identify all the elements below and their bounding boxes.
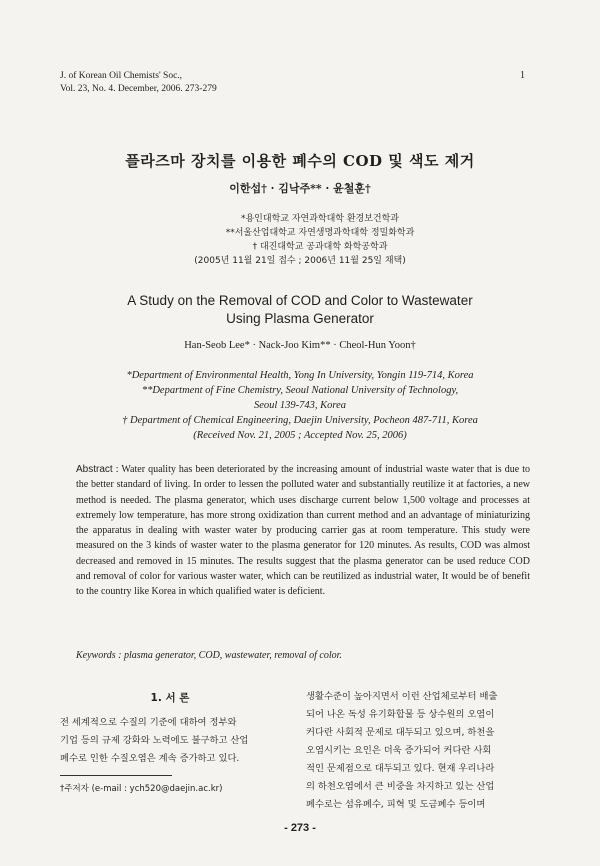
- korean-affiliation: *용인대학교 자연과학대학 환경보건학과: [240, 214, 400, 224]
- footnote-rule: [60, 775, 172, 776]
- english-affiliation: Seoul 139-743, Korea: [253, 400, 347, 411]
- journal-name: J. of Korean Oil Chemists' Soc.,: [60, 71, 183, 81]
- top-page-number: 1: [520, 70, 525, 81]
- english-affiliation: **Department of Fine Chemistry, Seoul National University of Technology,: [141, 385, 459, 396]
- english-title-line: Using Plasma Generator: [226, 311, 374, 326]
- english-authors: Han-Seob Lee* · Nack-Joo Kim** · Cheol-Hun Yoon†: [184, 340, 416, 351]
- bottom-page-number: - 273 -: [284, 822, 316, 834]
- abstract-text: : Water quality has been deteriorated by the increasing amount of industrial waste water that is due to the better standard of living. In order to lessen the polluted water and substantially reutilize it at factories, a new method is needed. The plasma generator, which uses discharge current below 1,500 voltage and processes at extremely low temperature, has more strong oxidization than current method and an advantage of miniaturizing the apparatus in dealing with waster water by producing carrier gas at room temperature. This study were measured on the 3 kinds of waster water to the plasma generator for 120 minutes. As results, COD was almost decreased and removed in 15 minutes. The results suggest that the plasma generator can be used reduce COD and removal of color for various waster water, which can be reutilized as industrial water, It would be of benefit to the country like Korea in which qualified water is deficient.: [76, 464, 530, 598]
- journal-volume: Vol. 23, No. 4. December, 2006. 273-279: [60, 84, 217, 94]
- english-title-line: A Study on the Removal of COD and Color to Wastewater: [127, 293, 473, 308]
- keywords: Keywords : plasma generator, COD, wastewater, removal of color.: [76, 650, 342, 661]
- body-line: 적인 문제점으로 대두되고 있다. 현재 우리나라: [306, 763, 495, 774]
- body-line: 폐수로 인한 수질오염은 계속 증가하고 있다.: [60, 753, 240, 764]
- journal-citation: [60, 70, 217, 96]
- korean-authors: 이한섭† · 김낙주** · 윤철훈†: [229, 182, 371, 195]
- body-line: 전 세계적으로 수질의 기준에 대하여 정부와: [60, 717, 237, 728]
- english-affiliation: *Department of Environmental Health, Yong In University, Yongin 119-714, Korea: [126, 370, 474, 381]
- korean-affiliation: **서울산업대학교 자연생명과학대학 정밀화학과: [225, 228, 415, 238]
- body-line: 기업 등의 규제 강화와 노력에도 불구하고 산업: [60, 735, 249, 746]
- korean-affiliations: [0, 212, 600, 268]
- korean-title: 플라즈마 장치를 이용한 폐수의 COD 및 색도 제거: [125, 152, 475, 170]
- korean-dates: (2005년 11월 21일 접수 ; 2006년 11월 25일 채택): [194, 256, 406, 266]
- right-column: [306, 688, 538, 814]
- body-line: 오염시키는 요인은 더욱 증가되어 커다란 사회: [306, 745, 492, 756]
- section-heading: 1. 서 론: [150, 692, 190, 704]
- body-line: 생활수준이 높아지면서 이런 산업체로부터 배출: [306, 691, 498, 702]
- english-affiliation: † Department of Chemical Engineering, Daejin University, Pocheon 487-711, Korea: [122, 415, 478, 426]
- english-title: [0, 292, 600, 328]
- abstract-label: Abstract: [76, 464, 113, 475]
- korean-affiliation: † 대진대학교 공과대학 화학공학과: [252, 242, 388, 252]
- body-line: 폐수로는 섬유폐수, 피혁 및 도금폐수 등이며: [306, 799, 486, 810]
- english-dates: (Received Nov. 21, 2005 ; Accepted Nov. 25, 2006): [193, 430, 407, 441]
- left-column: [60, 714, 282, 768]
- body-line: 의 하천오염에서 큰 비중을 차지하고 있는 산업: [306, 781, 495, 792]
- english-affiliations: [0, 368, 600, 443]
- body-line: 커다란 사회적 문제로 대두되고 있으며, 하천을: [306, 727, 495, 738]
- body-line: 되어 나온 독성 유기화합물 등 상수원의 오염이: [306, 709, 495, 720]
- corresponding-author-footnote: †주저자 (e-mail : ych520@daejin.ac.kr): [60, 784, 223, 794]
- abstract: [76, 462, 530, 600]
